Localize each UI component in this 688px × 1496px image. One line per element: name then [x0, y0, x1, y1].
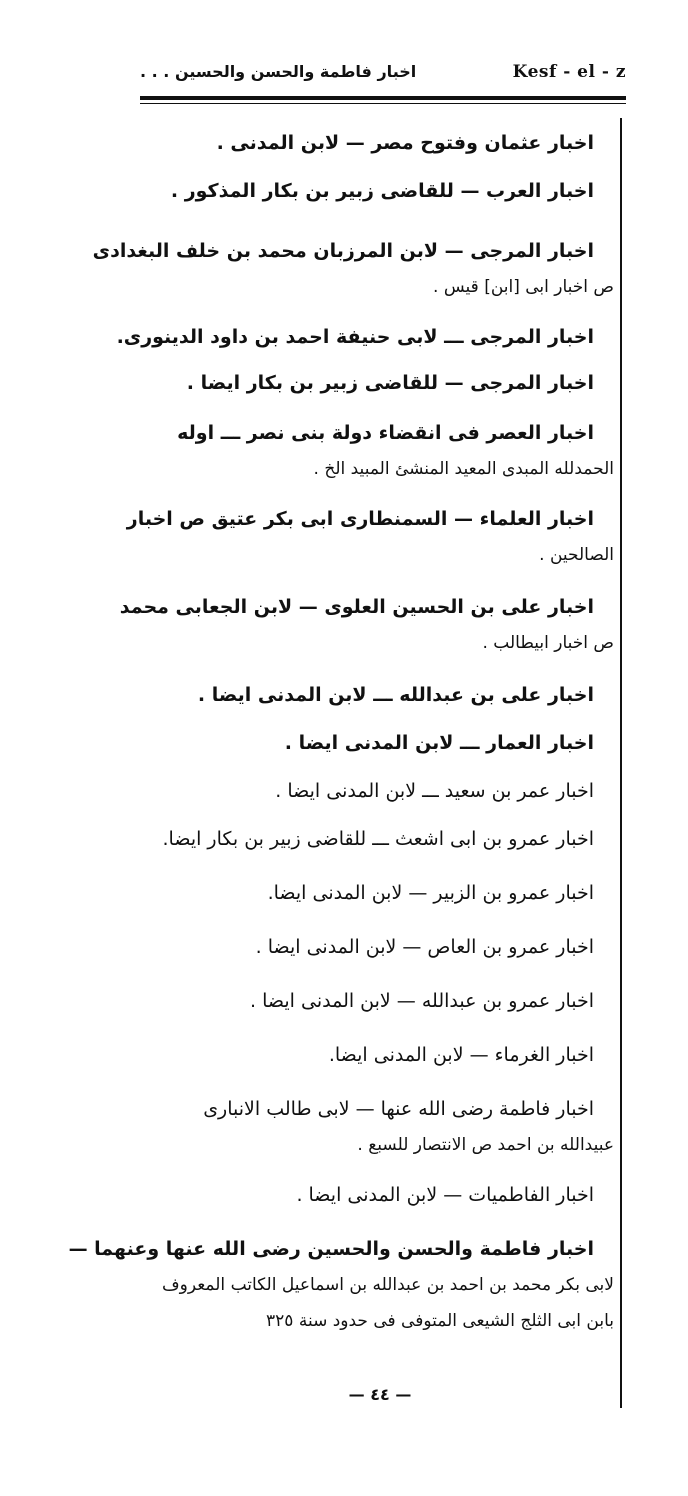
entry-line: بابن ابى الثلج الشيعى المتوفى فى حدود سنة ٣٢٥ [266, 1311, 614, 1331]
entry-line: اخبار المرجى ـــ لابى حنيفة احمد بن داود الدينورى. [116, 326, 594, 348]
entry-akhbar-uthman [150, 125, 614, 173]
entry-line: اخبار عمر بن سعيد ـــ لابن المدنى ايضا . [275, 780, 594, 802]
entry-akhbar-al-fatimiyyat [150, 1177, 614, 1231]
entry-line: اخبار الغرماء — لابن المدنى ايضا. [328, 1044, 594, 1066]
entry-line: اخبار عمرو بن الزبير — لابن المدنى ايضا. [267, 882, 594, 904]
entry-line: ص اخبار ابى [ابن] قيس . [433, 277, 614, 297]
entry-line: اخبار الفاطميات — لابن المدنى ايضا . [296, 1184, 594, 1206]
entry-line: اخبار على بن عبدالله ـــ لابن المدنى ايضا . [197, 684, 594, 706]
entry-line: اخبار عمرو بن عبدالله — لابن المدنى ايضا . [250, 990, 594, 1012]
header-rule-thick [140, 96, 626, 100]
entry-line: ص اخبار ابيطالب . [482, 633, 614, 653]
entry-akhbar-amr-ibn-al-zubayr [150, 875, 614, 929]
entry-akhbar-umar-ibn-said [150, 773, 614, 821]
entry-akhbar-al-ulama [126, 501, 614, 589]
entry-line: اخبار المرجى — للقاضى زبير بن بكار ايضا . [186, 372, 594, 394]
entry-akhbar-al-marji-1 [92, 233, 614, 319]
entry-akhbar-fatima [150, 1091, 614, 1177]
entry-akhbar-ali-ibn-al-husayn [119, 589, 614, 677]
header-catalog-title: Kesf - el - z [512, 62, 626, 82]
entry-akhbar-ali-ibn-abdallah [150, 677, 614, 725]
entry-akhbar-al-ghurama [150, 1037, 614, 1091]
running-header [140, 60, 626, 90]
entry-line: اخبار على بن الحسين العلوى — لابن الجعابى محمد [119, 596, 594, 618]
entry-line: اخبار عثمان وفتوح مصر — لابن المدنى . [216, 132, 594, 154]
entry-line: اخبار عمرو بن العاص — لابن المدنى ايضا . [255, 936, 594, 958]
entry-line: اخبار فاطمة والحسن والحسين رضى الله عنها وعنهما — [68, 1238, 594, 1260]
entry-line: اخبار العلماء — السمنطارى ابى بكر عتيق ص اخبار [126, 508, 594, 530]
entry-line: اخبار العمار ـــ لابن المدنى ايضا . [284, 732, 594, 754]
header-rule-thin [140, 103, 626, 104]
margin-rule [620, 118, 622, 1408]
entry-line: اخبار العرب — للقاضى زبير بن بكار المذكور . [170, 180, 594, 202]
entry-akhbar-al-ammar [150, 725, 614, 773]
entry-line: اخبار فاطمة رضى الله عنها — لابى طالب الانبارى [203, 1098, 594, 1120]
entry-akhbar-al-marji-2 [116, 319, 614, 365]
entry-line: الصالحين . [539, 545, 614, 565]
entry-line: اخبار عمرو بن ابى اشعث ـــ للقاضى زبير بن بكار ايضا. [162, 828, 594, 850]
entry-line: الحمدلله المبدى المعيد المنشئ المبيد الخ . [313, 459, 614, 479]
entry-list [68, 125, 614, 1335]
entry-line: لابى بكر محمد بن احمد بن عبدالله بن اسماعيل الكاتب المعروف [162, 1275, 614, 1295]
entry-akhbar-amr-ibn-al-as [150, 929, 614, 983]
entry-akhbar-amr-ibn-abi-ashath [150, 821, 614, 875]
entry-akhbar-fatima-wal-hasan-wal-husayn [68, 1231, 614, 1335]
entry-akhbar-amr-ibn-abdallah [150, 983, 614, 1037]
entry-line: عبيدالله بن احمد ص الانتصار للسبع . [357, 1135, 614, 1155]
entry-akhbar-al-arab [150, 173, 614, 233]
entry-akhbar-al-asr [150, 415, 614, 501]
entry-akhbar-al-marji-3 [150, 365, 614, 415]
entry-line: اخبار المرجى — لابن المرزبان محمد بن خلف البغدادى [92, 240, 594, 262]
entry-line: اخبار العصر فى انقضاء دولة بنى نصر ـــ اوله [177, 422, 594, 444]
header-section-title: اخبار فاطمة والحسن والحسين . . . [140, 62, 417, 81]
page-number: — ٤٤ — [348, 1385, 412, 1404]
